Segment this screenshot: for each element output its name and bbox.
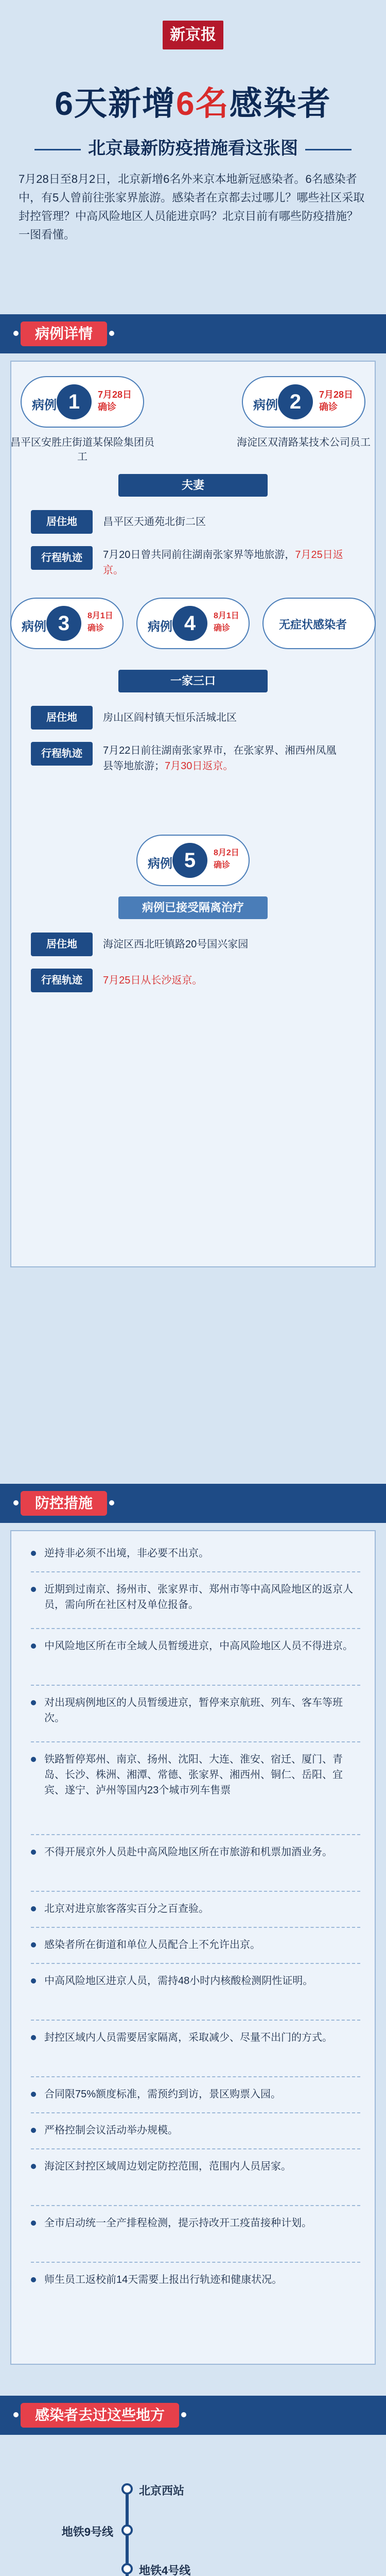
couple-return-date: 7月25日返京。: [103, 549, 343, 576]
case-card-asymptomatic: [262, 598, 376, 649]
section-header-places: [0, 2396, 386, 2435]
cases-panel: [10, 361, 376, 1267]
couple-home: 昌平区天通苑北街二区: [103, 516, 206, 528]
rule-divider: [31, 2020, 360, 2021]
case-number: 5: [172, 843, 207, 878]
case-date: 8月1日确诊: [214, 612, 239, 633]
case-card-5: [136, 835, 250, 886]
asymptomatic-label: 无症状感染者: [279, 618, 347, 631]
home-label: 居住地: [31, 706, 93, 730]
route-stop-label: 地铁4号线: [139, 2564, 191, 2576]
rule-divider: [31, 2112, 360, 2113]
rule-item: 师生员工返校前14天需要上报出行轨迹和健康状况。: [31, 2272, 360, 2287]
case5-status: 病例已接受隔离治疗: [118, 896, 268, 919]
case-date: 7月28日确诊: [319, 389, 354, 412]
case-label: 病例: [253, 398, 278, 412]
hero-subtitle-text: 北京最新防疫措施看这张图: [88, 139, 298, 158]
case-label: 病例: [32, 398, 57, 412]
rule-item: 全市启动统一全产排程检测，提示持改开工疫苗接种计划。: [31, 2215, 360, 2231]
couple-trip: [103, 547, 345, 578]
case5-return-date: 7月25日从长沙返京。: [103, 975, 203, 986]
group-title-couple: 夫妻: [118, 474, 268, 497]
case-number: 4: [172, 606, 207, 641]
family-trip: [103, 743, 345, 774]
route-stop: [121, 2483, 133, 2495]
brand-logo: 新京报: [163, 21, 223, 49]
rule-divider: [31, 1741, 360, 1742]
rule-item: 严格控制会议活动举办规模。: [31, 2123, 360, 2138]
rule-divider: [31, 2076, 360, 2077]
case5-trip: [103, 973, 345, 988]
hero-title-part-a: 6天新增: [55, 85, 176, 122]
rule-item: 北京对进京旅客落实百分之百查验。: [31, 1901, 360, 1917]
trip-label: 行程轨迹: [31, 742, 93, 766]
family-home: 房山区阎村镇天恒乐活城北区: [103, 712, 237, 723]
rule-divider: [31, 1927, 360, 1928]
rule-item: 中风险地区所在市全域人员暂缓进京，中高风险地区人员不得进京。: [31, 1638, 360, 1654]
home-label: 居住地: [31, 933, 93, 956]
home-label: 居住地: [31, 510, 93, 534]
family-return-date: 7月30日返京。: [165, 760, 234, 772]
section-header-cases: [0, 314, 386, 353]
rule-divider: [31, 2148, 360, 2149]
rule-divider: [31, 2205, 360, 2206]
rule-divider: [31, 1571, 360, 1572]
rule-item: 中高风险地区进京人员，需持48小时内核酸检测阴性证明。: [31, 1973, 360, 1989]
rule-item: 海淀区封控区域周边划定防控范围，范围内人员居家。: [31, 2159, 360, 2174]
section-title-places: 感染者去过这些地方: [21, 2403, 179, 2428]
route-stop: [121, 2524, 133, 2536]
case-number: 1: [57, 384, 92, 419]
case-label: 病例: [22, 620, 46, 634]
case-number: 3: [46, 606, 81, 641]
rule-item: 逆持非必须不出境，非必要不出京。: [31, 1546, 360, 1561]
rule-divider: [31, 1891, 360, 1892]
rule-item: 近期到过南京、扬州市、张家界市、郑州市等中高风险地区的返京人员，需向所在社区村及单位报备。: [31, 1582, 360, 1613]
hero-title: [21, 77, 365, 125]
rule-divider: [31, 1834, 360, 1835]
section-title-cases: 病例详情: [21, 321, 107, 346]
rule-item: 铁路暂停郑州、南京、扬州、沈阳、大连、淮安、宿迁、厦门、青岛、长沙、株洲、湘潭、常德、张家界、湘西州、铜仁、岳阳、宜宾、遂宁、泸州等国内23个城市列车售票: [31, 1752, 360, 1798]
group-title-family: 一家三口: [118, 670, 268, 692]
rule-item: 合同限75%额度标准，需预约到访，景区购票入园。: [31, 2087, 360, 2102]
case5-home: 海淀区西北旺镇路20号国兴家园: [103, 939, 249, 950]
rule-divider: [31, 1685, 360, 1686]
route-stop-label: 北京西站: [139, 2484, 185, 2497]
hero-subtitle: [0, 134, 386, 159]
family-trip-text: 7月22日前往湖南张家界市，在张家界、湘西州凤凰县等地旅游；: [103, 745, 337, 772]
case-card-4: [136, 598, 250, 649]
case-date: 7月28日确诊: [98, 389, 132, 412]
trip-label: 行程轨迹: [31, 546, 93, 570]
hero-title-part-c: 感染者: [229, 85, 331, 122]
rule-divider: [31, 2262, 360, 2263]
route-stop: [121, 2563, 133, 2574]
case-card-3: [10, 598, 124, 649]
case-caption-2: 海淀区双清路某技术公司员工: [237, 437, 371, 448]
case-card-2: [242, 376, 365, 428]
couple-trip-text: 7月20日曾共同前往湖南张家界等地旅游，: [103, 549, 295, 561]
case-date: 8月1日确诊: [87, 612, 113, 633]
case-date: 8月2日确诊: [214, 849, 239, 870]
trip-label: 行程轨迹: [31, 969, 93, 992]
hero-title-accent: 6名: [176, 85, 230, 122]
rule-item: 封控区域内人员需要居家隔离，采取减少、尽量不出门的方式。: [31, 2030, 360, 2045]
rule-item: 对出现病例地区的人员暂缓进京，暂停来京航班、列车、客车等班次。: [31, 1695, 360, 1726]
case-label: 病例: [148, 857, 172, 871]
route-stop-label: 地铁9号线: [61, 2526, 113, 2538]
rule-item: 不得开展京外人员赴中高风险地区所在市旅游和机票加酒业务。: [31, 1844, 360, 1860]
case-caption-1: 昌平区安胜庄街道某保险集团员工: [10, 437, 154, 463]
section-title-measures: 防控措施: [21, 1491, 107, 1516]
rule-divider: [31, 1628, 360, 1629]
case-number: 2: [278, 384, 313, 419]
section-header-measures: [0, 1484, 386, 1523]
rule-divider: [31, 1963, 360, 1964]
case-label: 病例: [148, 620, 172, 634]
case-card-1: [21, 376, 144, 428]
masthead: [0, 0, 386, 62]
rule-item: 感染者所在街道和单位人员配合上不允许出京。: [31, 1937, 360, 1953]
intro-paragraph: 7月28日至8月2日，北京新增6名外来京本地新冠感染者。6名感染者中，有5人曾前往张家界旅游。感染者在京都去过哪儿？哪些社区采取封控管理？中高风险地区人员能进京吗？北京目前有哪些防疫措施？一图看懂。: [19, 173, 365, 241]
